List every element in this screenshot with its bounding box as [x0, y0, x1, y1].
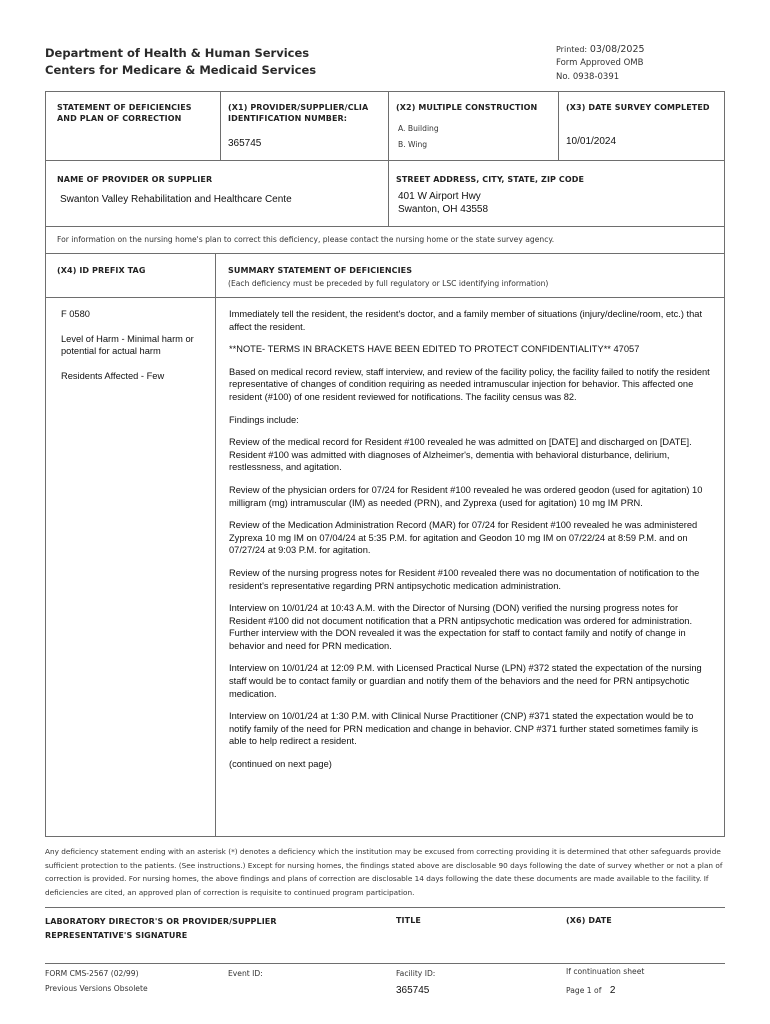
finding-paragraph: Based on medical record review, staff interview, and review of the facility policy, the facility failed to notify the resident representative of changes of condition requiring as needed intramuscular injection for behavior. This affected one resident (#100) of one resident reviewed for notifications. The facility census was 82. — [229, 366, 710, 402]
department-title: Department of Health & Human Services — [45, 46, 310, 60]
x1-label: (X1) PROVIDER/SUPPLIER/CLIA IDENTIFICATION NUMBER: — [228, 103, 369, 123]
x3-label: (X3) DATE SURVEY COMPLETED — [566, 103, 710, 112]
finding-paragraph: Review of the physician orders for 07/24 for Resident #100 revealed he was ordered geodon (used for agitation) 10 milligram (mg) intramuscular (IM) as needed (PRN), and Zyprexa (used for agitation) 10 mg IM PRN. — [229, 484, 703, 508]
x2-wing: B. Wing — [398, 140, 428, 149]
border-row2 — [45, 226, 725, 227]
border-right — [724, 91, 725, 836]
divider-x3 — [558, 91, 559, 160]
border-row1 — [45, 160, 725, 161]
event-id-label: Event ID: — [228, 969, 263, 978]
previous-versions: Previous Versions Obsolete — [45, 984, 148, 993]
page-label: Page 1 of — [566, 986, 602, 995]
address-line2: Swanton, OH 43558 — [398, 204, 489, 215]
page-number — [566, 980, 615, 998]
page-total: 2 — [609, 985, 616, 996]
facility-id-label: Facility ID: — [396, 969, 436, 978]
summary-sub: (Each deficiency must be preceded by full regulatory or LSC identifying information) — [228, 279, 549, 288]
divider-table — [215, 253, 216, 836]
finding-paragraph: Interview on 10/01/24 at 12:09 P.M. with Licensed Practical Nurse (LPN) #372 stated the expectation of the nursing staff would be to contact family or guardian and notify them of the behaviors and the need for PRN antipsychotic medication. — [229, 663, 702, 699]
finding-paragraph: Findings include: — [229, 414, 299, 425]
findings-column — [229, 308, 715, 781]
left-column — [61, 308, 211, 394]
printed-date — [556, 43, 645, 57]
border-bottom — [45, 836, 725, 837]
x2-label: (X2) MULTIPLE CONSTRUCTION — [396, 103, 538, 112]
x3-value: 10/01/2024 — [566, 136, 617, 147]
divider-x2 — [388, 91, 389, 160]
info-note: For information on the nursing home's plan to correct this deficiency, please contact the nursing home or the state survey agency. — [57, 235, 555, 244]
summary-label: SUMMARY STATEMENT OF DEFICIENCIES — [228, 266, 413, 275]
divider-x1 — [220, 91, 221, 160]
divider-provider — [388, 160, 389, 226]
form-approved: Form Approved OMB — [556, 58, 644, 68]
harm-level: Level of Harm - Minimal harm or potential for actual harm — [61, 333, 194, 357]
signature-label: LABORATORY DIRECTOR'S OR PROVIDER/SUPPLIER REPRESENTATIVE'S SIGNATURE — [45, 917, 277, 940]
border-left — [45, 91, 46, 836]
finding-paragraph: Review of the Medication Administration Record (MAR) for 07/24 for Resident #100 revealed he was administered Zyprexa 10 mg IM on 07/04/24 at 5:35 P.M. for agitation and Geodon 10 mg IM on 07/22/24 at 8:59 P.M. and on 07/27/24 at 9:03 P.M. for agitation. — [229, 520, 698, 556]
finding-paragraph: Review of the nursing progress notes for Resident #100 revealed there was no documentation of notification to the resident's representative regarding PRN antipsychotic medication administration. — [229, 567, 700, 591]
residents-affected: Residents Affected - Few — [61, 370, 165, 381]
date-label: (X6) DATE — [566, 916, 612, 925]
signature-top-line — [45, 907, 725, 908]
provider-label: NAME OF PROVIDER OR SUPPLIER — [57, 175, 213, 184]
title-label: TITLE — [396, 916, 421, 925]
finding-paragraph: Immediately tell the resident, the resident's doctor, and a family member of situations (injury/decline/room, etc.) that affect the resident. — [229, 309, 703, 332]
continued-note: (continued on next page) — [229, 759, 332, 770]
finding-paragraph: **NOTE- TERMS IN BRACKETS HAVE BEEN EDITED TO PROTECT CONFIDENTIALITY** 47057 — [229, 344, 640, 355]
form-number: FORM CMS-2567 (02/99) — [45, 969, 139, 978]
printed-value: 03/08/2025 — [589, 44, 645, 55]
address-line1: 401 W Airport Hwy — [398, 191, 481, 202]
address-label: STREET ADDRESS, CITY, STATE, ZIP CODE — [396, 175, 585, 184]
tag-code: F 0580 — [61, 309, 90, 319]
x1-value: 365745 — [228, 138, 262, 149]
x4-label: (X4) ID PREFIX TAG — [57, 266, 146, 275]
printed-label: Printed: — [556, 45, 588, 54]
signature-bottom-line — [45, 963, 725, 964]
provider-value: Swanton Valley Rehabilitation and Healthcare Cente — [60, 194, 292, 205]
border-row3 — [45, 253, 725, 254]
facility-id-value: 365745 — [396, 985, 430, 996]
omb-number: No. 0938-0391 — [556, 72, 620, 82]
disclaimer: Any deficiency statement ending with an asterisk (*) denotes a deficiency which the institution may be excused from correcting providing it is determined that other safeguards provide sufficient protection to the patients. (See instructions.) Except for nursing homes, the findings stated above are disclosable 90 days following the date of survey whether or not a plan of correction is provided. For nursing homes, the above findings and plans of correction are disclosable 14 days following the date these documents are made available to the facility. If deficiencies are cited, an approved plan of correction is requisite to continued program participation. — [45, 847, 723, 897]
finding-paragraph: Interview on 10/01/24 at 1:30 P.M. with Clinical Nurse Practitioner (CNP) #371 stated the expectation would be to notify family of the need for PRN medication and change in behavior. CNP #371 further stated sometimes family is able to help redirect a resident. — [229, 711, 699, 747]
continuation-label: If continuation sheet — [566, 967, 645, 976]
centers-title: Centers for Medicare & Medicaid Services — [45, 63, 317, 77]
statement-label: STATEMENT OF DEFICIENCIES AND PLAN OF CORRECTION — [57, 103, 192, 123]
border-row4 — [45, 297, 725, 298]
finding-paragraph: Interview on 10/01/24 at 10:43 A.M. with the Director of Nursing (DON) verified the nursing progress notes for Resident #100 did not document notification that a PRN antipsychotic medication was ordered for administration. Further interview with the DON revealed it was the expectation for staff to contact family and notify of change in behavior and need for PRN medication. — [229, 603, 693, 651]
border-top — [45, 91, 725, 92]
finding-paragraph: Review of the medical record for Resident #100 revealed he was admitted on [DATE] and discharged on [DATE]. Resident #100 was admitted with diagnoses of Alzheimer's, dementia with behavioral disturbance, delirium, restlessness, and agitation. — [229, 437, 692, 473]
x2-building: A. Building — [398, 124, 439, 133]
